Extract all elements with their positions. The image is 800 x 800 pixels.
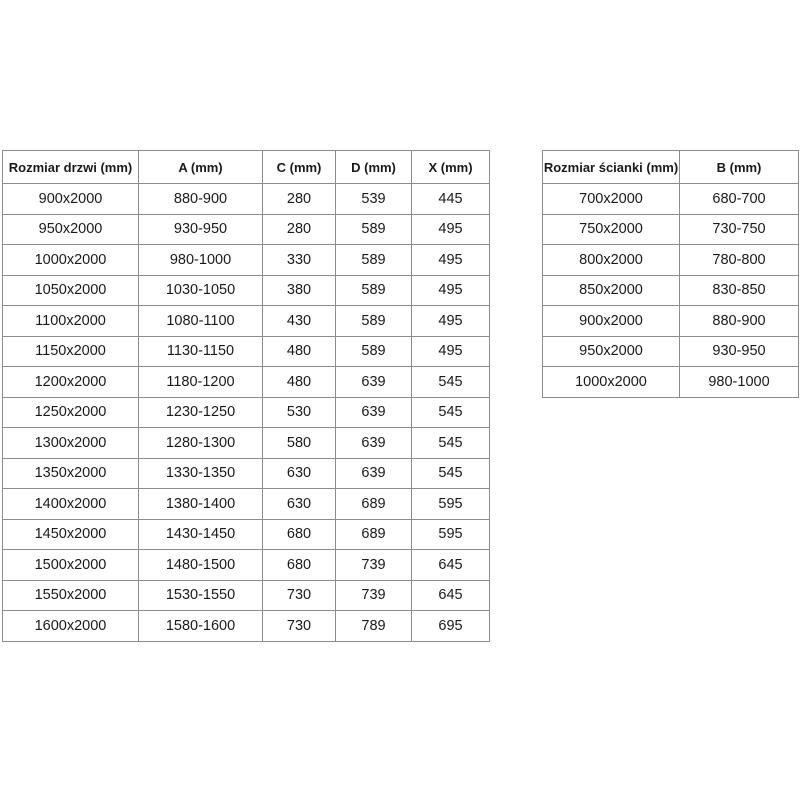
table-cell: 830-850 bbox=[680, 275, 799, 306]
table-row bbox=[543, 306, 799, 337]
table-row bbox=[3, 428, 490, 459]
table-cell: 730 bbox=[263, 580, 336, 611]
table-cell: 680 bbox=[263, 519, 336, 550]
table-cell: 1380-1400 bbox=[139, 489, 263, 520]
table-cell: 700x2000 bbox=[543, 184, 680, 215]
table-cell: 789 bbox=[336, 611, 412, 642]
table-cell: 589 bbox=[336, 245, 412, 276]
table-cell: 545 bbox=[412, 397, 490, 428]
table-cell: 1200x2000 bbox=[3, 367, 139, 398]
table-cell: 680-700 bbox=[680, 184, 799, 215]
table-row bbox=[3, 550, 490, 581]
table-row bbox=[3, 367, 490, 398]
table-cell: 739 bbox=[336, 550, 412, 581]
table-cell: 495 bbox=[412, 306, 490, 337]
table-cell: 589 bbox=[336, 214, 412, 245]
table-cell: 495 bbox=[412, 336, 490, 367]
table-cell: 695 bbox=[412, 611, 490, 642]
table-row bbox=[543, 336, 799, 367]
column-header: D (mm) bbox=[336, 151, 412, 184]
table-cell: 430 bbox=[263, 306, 336, 337]
table-cell: 495 bbox=[412, 275, 490, 306]
table-cell: 800x2000 bbox=[543, 245, 680, 276]
table-cell: 589 bbox=[336, 275, 412, 306]
table-cell: 1580-1600 bbox=[139, 611, 263, 642]
table-cell: 595 bbox=[412, 489, 490, 520]
table-cell: 280 bbox=[263, 214, 336, 245]
table-cell: 645 bbox=[412, 580, 490, 611]
table-row bbox=[3, 184, 490, 215]
table-cell: 495 bbox=[412, 214, 490, 245]
table-cell: 595 bbox=[412, 519, 490, 550]
table-cell: 930-950 bbox=[139, 214, 263, 245]
table-cell: 730-750 bbox=[680, 214, 799, 245]
table-cell: 1430-1450 bbox=[139, 519, 263, 550]
table-cell: 445 bbox=[412, 184, 490, 215]
door-sizes-table bbox=[2, 150, 490, 642]
table-cell: 1480-1500 bbox=[139, 550, 263, 581]
table-cell: 900x2000 bbox=[543, 306, 680, 337]
table-cell: 850x2000 bbox=[543, 275, 680, 306]
table-row bbox=[3, 336, 490, 367]
table-row bbox=[543, 184, 799, 215]
table-cell: 1230-1250 bbox=[139, 397, 263, 428]
table-cell: 580 bbox=[263, 428, 336, 459]
table-row bbox=[543, 367, 799, 398]
table-cell: 645 bbox=[412, 550, 490, 581]
table-cell: 1100x2000 bbox=[3, 306, 139, 337]
column-header: Rozmiar drzwi (mm) bbox=[3, 151, 139, 184]
table-cell: 1300x2000 bbox=[3, 428, 139, 459]
table-cell: 639 bbox=[336, 397, 412, 428]
table-cell: 330 bbox=[263, 245, 336, 276]
table-cell: 589 bbox=[336, 306, 412, 337]
table-cell: 639 bbox=[336, 367, 412, 398]
table-row bbox=[3, 275, 490, 306]
table-row bbox=[3, 245, 490, 276]
header-row bbox=[3, 151, 490, 184]
column-header: C (mm) bbox=[263, 151, 336, 184]
table-cell: 480 bbox=[263, 367, 336, 398]
table-cell: 750x2000 bbox=[543, 214, 680, 245]
table-cell: 589 bbox=[336, 336, 412, 367]
table-cell: 930-950 bbox=[680, 336, 799, 367]
table-cell: 950x2000 bbox=[3, 214, 139, 245]
table-row bbox=[543, 275, 799, 306]
column-header: X (mm) bbox=[412, 151, 490, 184]
table-row bbox=[3, 306, 490, 337]
table-cell: 739 bbox=[336, 580, 412, 611]
header-row bbox=[543, 151, 799, 184]
table-cell: 1550x2000 bbox=[3, 580, 139, 611]
table-cell: 1500x2000 bbox=[3, 550, 139, 581]
table-cell: 630 bbox=[263, 458, 336, 489]
table-cell: 1000x2000 bbox=[543, 367, 680, 398]
table-cell: 1030-1050 bbox=[139, 275, 263, 306]
column-header: A (mm) bbox=[139, 151, 263, 184]
table-cell: 1180-1200 bbox=[139, 367, 263, 398]
table-cell: 380 bbox=[263, 275, 336, 306]
table-cell: 780-800 bbox=[680, 245, 799, 276]
table-cell: 1400x2000 bbox=[3, 489, 139, 520]
wall-panel-sizes-table bbox=[542, 150, 799, 398]
table-row bbox=[3, 214, 490, 245]
table-cell: 950x2000 bbox=[543, 336, 680, 367]
table-cell: 980-1000 bbox=[139, 245, 263, 276]
table-cell: 730 bbox=[263, 611, 336, 642]
table-cell: 1450x2000 bbox=[3, 519, 139, 550]
table-cell: 1250x2000 bbox=[3, 397, 139, 428]
table-row bbox=[543, 214, 799, 245]
table-cell: 880-900 bbox=[680, 306, 799, 337]
table-cell: 1600x2000 bbox=[3, 611, 139, 642]
table-cell: 1130-1150 bbox=[139, 336, 263, 367]
table-cell: 680 bbox=[263, 550, 336, 581]
table-cell: 280 bbox=[263, 184, 336, 215]
table-cell: 545 bbox=[412, 458, 490, 489]
table-cell: 545 bbox=[412, 367, 490, 398]
table-cell: 1150x2000 bbox=[3, 336, 139, 367]
table-row bbox=[3, 489, 490, 520]
table-cell: 630 bbox=[263, 489, 336, 520]
table-row bbox=[3, 611, 490, 642]
column-header: Rozmiar ścianki (mm) bbox=[543, 151, 680, 184]
table-cell: 980-1000 bbox=[680, 367, 799, 398]
table-row bbox=[543, 245, 799, 276]
table-cell: 480 bbox=[263, 336, 336, 367]
table-cell: 1330-1350 bbox=[139, 458, 263, 489]
table-row bbox=[3, 458, 490, 489]
table-row bbox=[3, 519, 490, 550]
table-cell: 689 bbox=[336, 519, 412, 550]
table-cell: 1350x2000 bbox=[3, 458, 139, 489]
table-cell: 689 bbox=[336, 489, 412, 520]
table-cell: 530 bbox=[263, 397, 336, 428]
table-cell: 639 bbox=[336, 458, 412, 489]
table-cell: 1000x2000 bbox=[3, 245, 139, 276]
table-cell: 545 bbox=[412, 428, 490, 459]
table-cell: 1530-1550 bbox=[139, 580, 263, 611]
table-cell: 1050x2000 bbox=[3, 275, 139, 306]
table-cell: 495 bbox=[412, 245, 490, 276]
table-cell: 900x2000 bbox=[3, 184, 139, 215]
table-row bbox=[3, 580, 490, 611]
table-cell: 1280-1300 bbox=[139, 428, 263, 459]
table-row bbox=[3, 397, 490, 428]
table-cell: 539 bbox=[336, 184, 412, 215]
table-cell: 1080-1100 bbox=[139, 306, 263, 337]
table-cell: 639 bbox=[336, 428, 412, 459]
column-header: B (mm) bbox=[680, 151, 799, 184]
table-cell: 880-900 bbox=[139, 184, 263, 215]
